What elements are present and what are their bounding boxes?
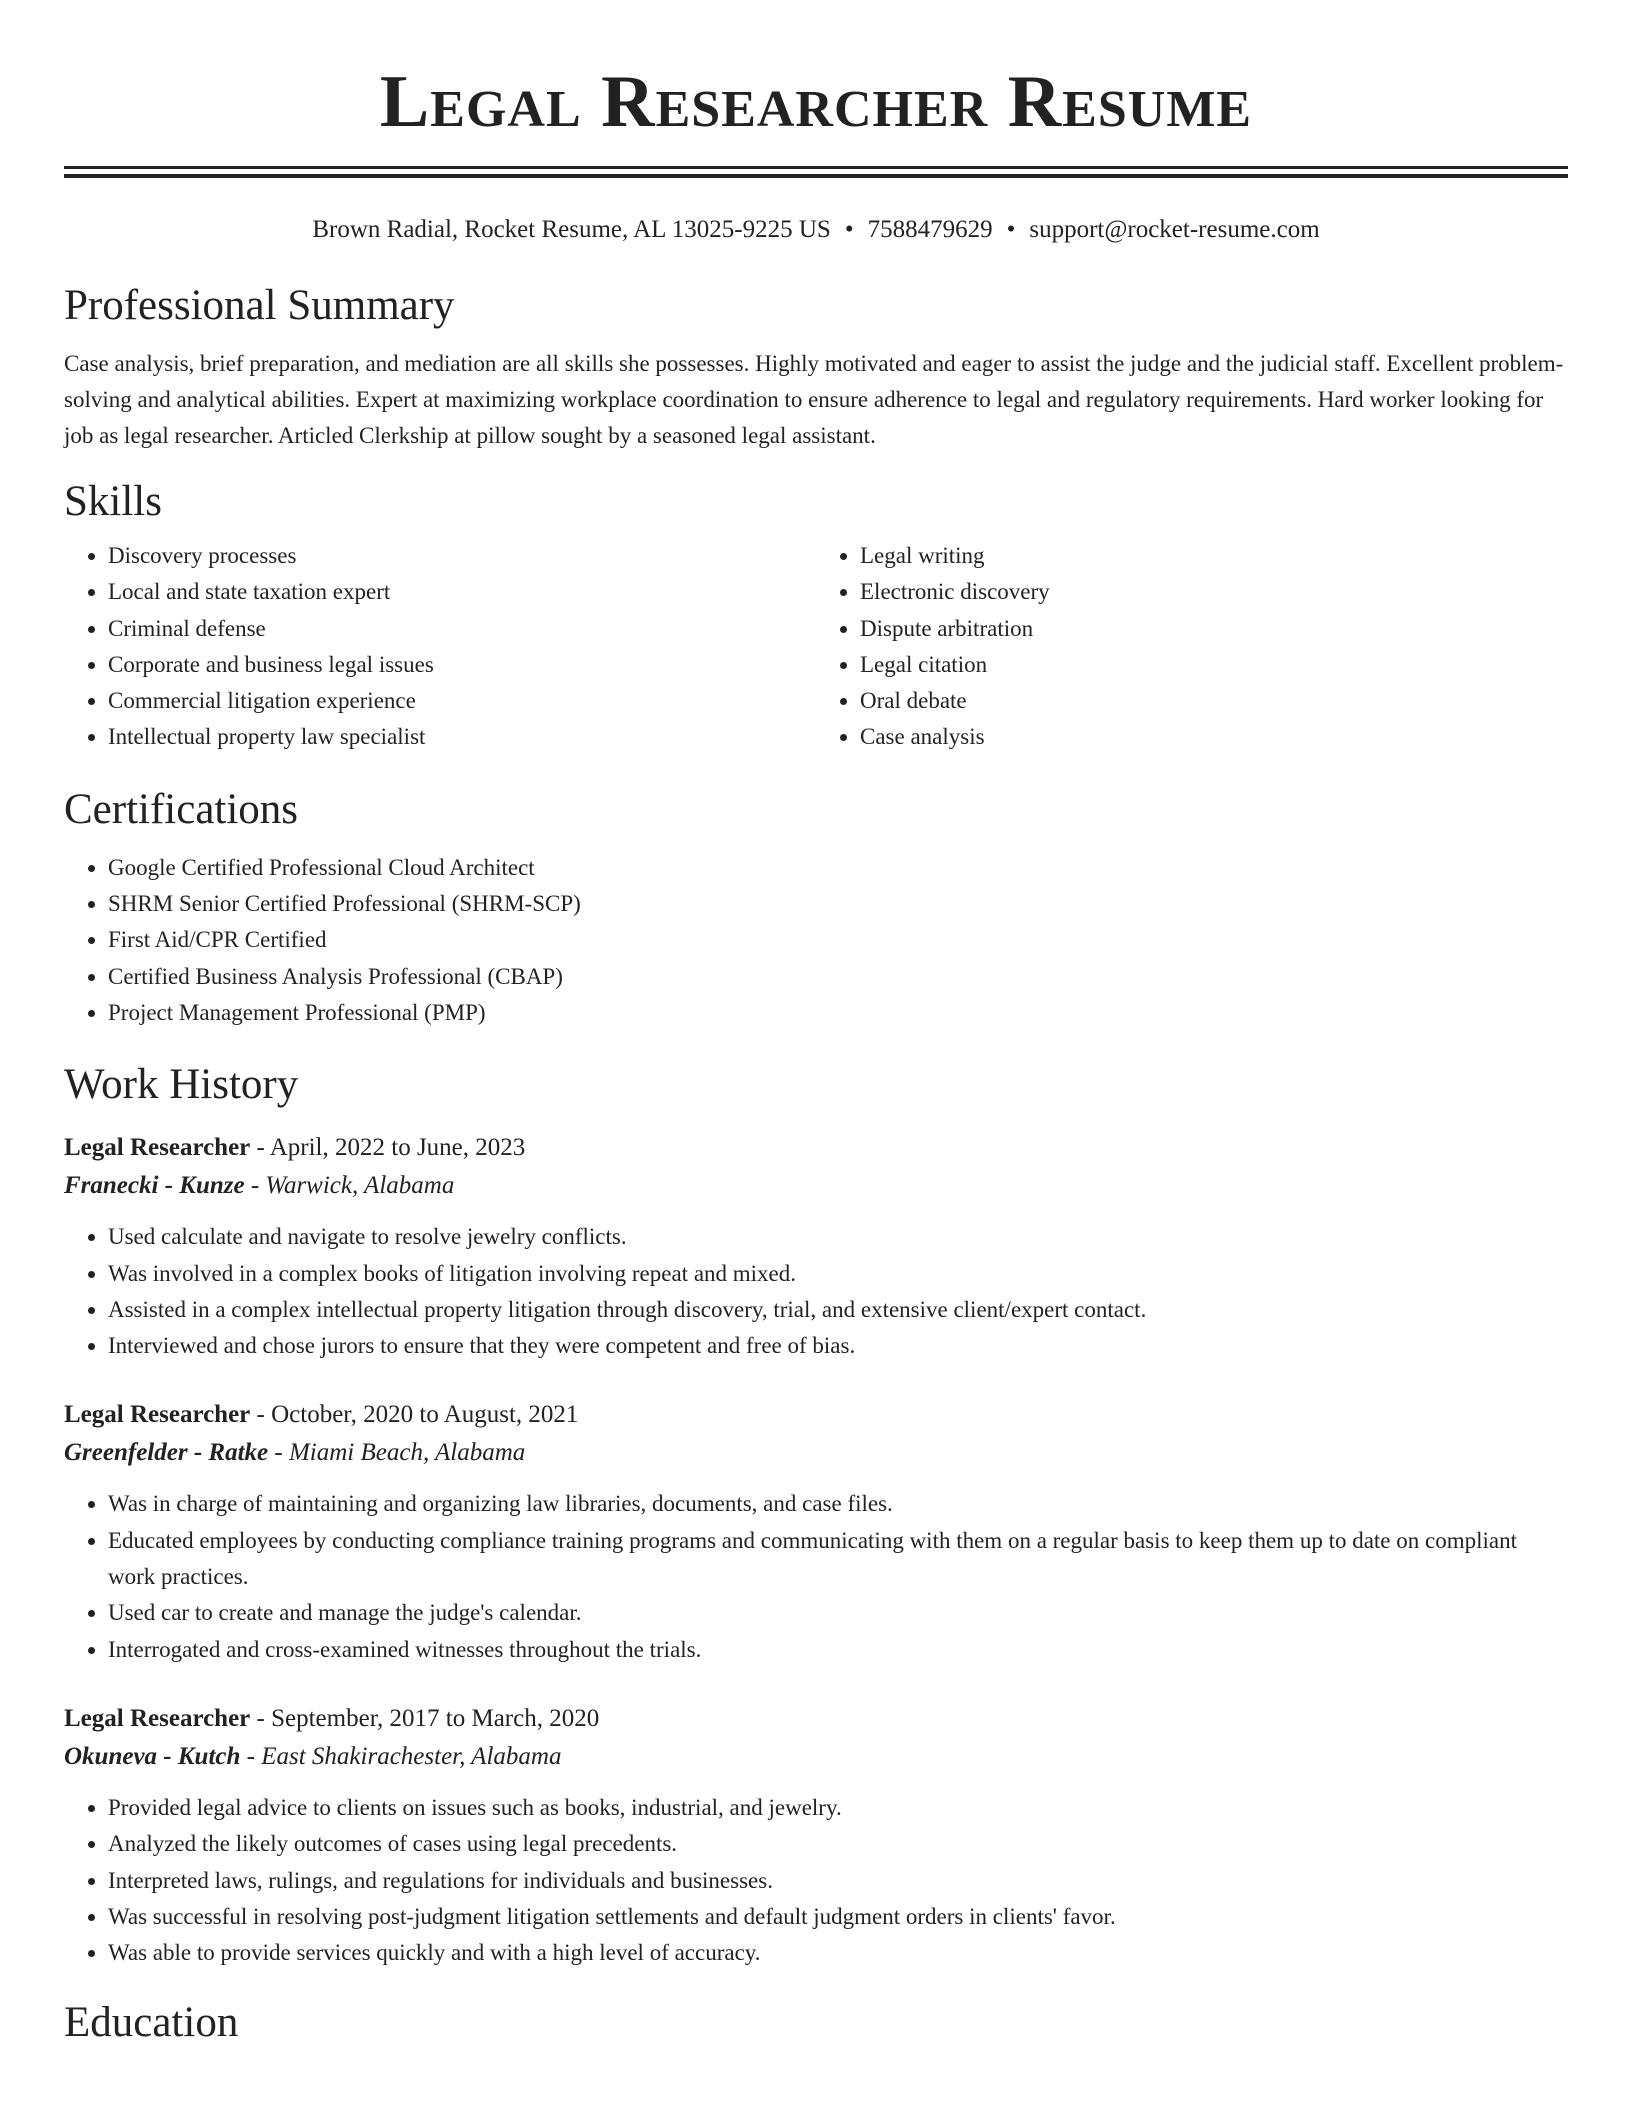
contact-email: support@rocket-resume.com (1029, 216, 1320, 243)
contact-phone: 7588479629 (867, 216, 993, 243)
dash: - (240, 1742, 262, 1770)
job-title: Legal Researcher (64, 1134, 251, 1162)
dash: - (250, 1401, 272, 1429)
list-item: • Oral debate (860, 683, 1568, 719)
job-title-line (64, 1700, 1568, 1738)
list-item: • Was in charge of maintaining and organizing law libraries, documents, and case files. (108, 1486, 1568, 1522)
job-company-line (64, 1434, 1568, 1472)
work-section (64, 1059, 1568, 1971)
skills-right-list (816, 538, 1568, 756)
job-bullets (64, 1790, 1568, 1971)
certifications-heading: Certifications (64, 785, 299, 833)
list-item: • Was involved in a complex books of litigation involving repeat and mixed. (108, 1256, 1568, 1292)
job-entry (64, 1396, 1568, 1667)
list-item: • Analyzed the likely outcomes of cases using legal precedents. (108, 1826, 1568, 1862)
list-item: • SHRM Senior Certified Professional (SHRM-SCP) (108, 886, 1568, 922)
job-location: Warwick, Alabama (265, 1172, 455, 1200)
job-bullets (64, 1486, 1568, 1667)
list-item: • Was successful in resolving post-judgment litigation settlements and default judgment orders in clients' favor. (108, 1899, 1568, 1935)
job-title-line (64, 1396, 1568, 1434)
job-title: Legal Researcher (64, 1401, 251, 1429)
list-item: • Interrogated and cross-examined witnesses throughout the trials. (108, 1632, 1568, 1668)
dash: - (250, 1704, 272, 1732)
list-item: • Electronic discovery (860, 574, 1568, 610)
list-item: • Interpreted laws, rulings, and regulations for individuals and businesses. (108, 1863, 1568, 1899)
job-dates: September, 2017 to March, 2020 (271, 1704, 600, 1732)
list-item: • First Aid/CPR Certified (108, 922, 1568, 958)
job-location: East Shakirachester, Alabama (261, 1742, 562, 1770)
page-title: Legal Researcher Resume (379, 61, 1253, 143)
job-company-line (64, 1738, 1568, 1776)
list-item: • Intellectual property law specialist (108, 719, 816, 755)
list-item: • Case analysis (860, 719, 1568, 755)
list-item: • Criminal defense (108, 611, 816, 647)
job-entry (64, 1700, 1568, 1971)
skills-section (64, 476, 1568, 756)
summary-text: Case analysis, brief preparation, and mediation are all skills she possesses. Highly motivated and eager to assist the judge and the judicial staff. Excellent problem-solving and analytical abilities. Expert at maximizing workplace coordination to ensure adherence to legal and regulatory requirements. Hard worker looking for job as legal researcher. Articled Clerkship at pillow sought by a seasoned legal assistant. (64, 351, 1564, 448)
title-double-rule (64, 166, 1568, 178)
list-item: • Certified Business Analysis Professional (CBAP) (108, 959, 1568, 995)
dash: - (244, 1172, 266, 1200)
list-item: • Legal writing (860, 538, 1568, 574)
list-item: • Project Management Professional (PMP) (108, 995, 1568, 1031)
list-item: • Educated employees by conducting compliance training programs and communicating with them on a regular basis to keep them up to date on compliant work practices. (108, 1523, 1568, 1596)
certifications-section (64, 784, 1568, 1031)
list-item: • Used car to create and manage the judge's calendar. (108, 1595, 1568, 1631)
education-section (64, 1997, 1568, 2049)
education-heading: Education (64, 1999, 239, 2047)
job-company: Okuneva - Kutch (64, 1742, 241, 1770)
job-dates: April, 2022 to June, 2023 (269, 1134, 526, 1162)
contact-line (64, 212, 1568, 248)
job-entry (64, 1129, 1568, 1364)
list-item: • Google Certified Professional Cloud Architect (108, 850, 1568, 886)
resume-page (64, 0, 1568, 2049)
list-item: • Assisted in a complex intellectual property litigation through discovery, trial, and extensive client/expert contact. (108, 1292, 1568, 1328)
list-item: • Provided legal advice to clients on issues such as books, industrial, and jewelry. (108, 1790, 1568, 1826)
contact-separator: • (844, 216, 854, 243)
list-item: • Legal citation (860, 647, 1568, 683)
list-item: • Used calculate and navigate to resolve jewelry conflicts. (108, 1219, 1568, 1255)
certifications-list (64, 850, 1568, 1031)
contact-separator: • (1006, 216, 1016, 243)
contact-address: Brown Radial, Rocket Resume, AL 13025-9225 US (312, 216, 831, 243)
list-item: • Corporate and business legal issues (108, 647, 816, 683)
list-item: • Local and state taxation expert (108, 574, 816, 610)
job-location: Miami Beach, Alabama (288, 1439, 526, 1467)
skills-columns (64, 538, 1568, 756)
job-title: Legal Researcher (64, 1704, 251, 1732)
job-company: Greenfelder - Ratke (64, 1439, 269, 1467)
summary-heading: Professional Summary (64, 282, 455, 329)
job-dates: October, 2020 to August, 2021 (271, 1401, 579, 1429)
dash: - (250, 1134, 270, 1162)
job-company-line (64, 1167, 1568, 1205)
list-item: • Discovery processes (108, 538, 816, 574)
skills-heading: Skills (64, 478, 162, 525)
dash: - (268, 1439, 289, 1467)
list-item: • Was able to provide services quickly and with a high level of accuracy. (108, 1935, 1568, 1971)
skills-left-list (64, 538, 816, 756)
work-heading: Work History (64, 1061, 299, 1109)
job-bullets (64, 1219, 1568, 1364)
job-title-line (64, 1129, 1568, 1167)
summary-section (64, 280, 1568, 454)
list-item: • Dispute arbitration (860, 611, 1568, 647)
list-item: • Commercial litigation experience (108, 683, 816, 719)
list-item: • Interviewed and chose jurors to ensure that they were competent and free of bias. (108, 1328, 1568, 1364)
job-company: Franecki - Kunze (64, 1172, 245, 1200)
